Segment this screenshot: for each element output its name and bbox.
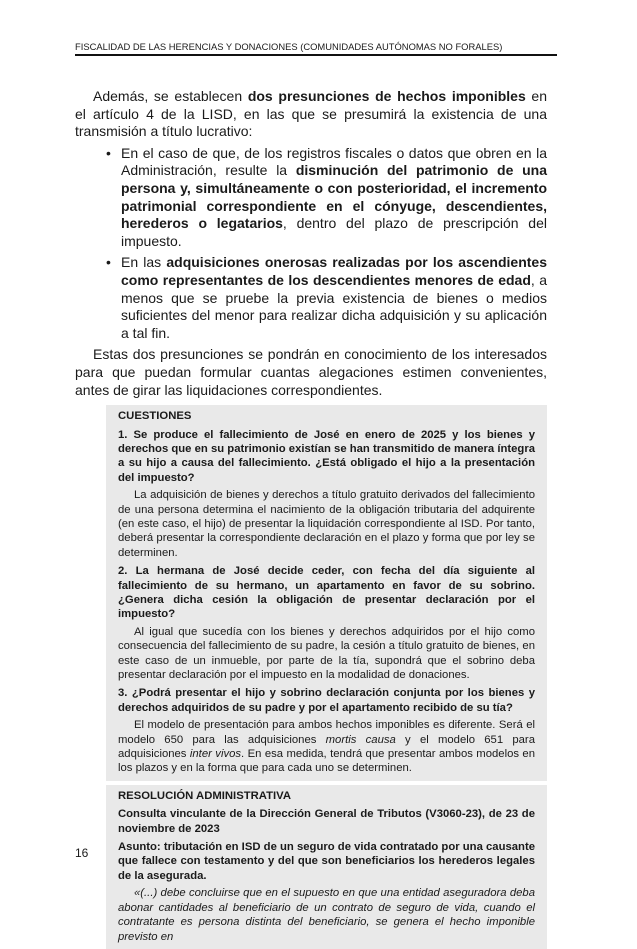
- resolucion-title: RESOLUCIÓN ADMINISTRATIVA: [118, 789, 292, 802]
- list-item: [75, 145, 547, 251]
- cuestiones-title: CUESTIONES: [118, 410, 192, 423]
- bullet-icon: •: [106, 254, 111, 271]
- intro-text-b: en el artículo 4 de la LISD, en las que se presumirá la existencia de una transmisión a título lucrativo:: [75, 88, 547, 140]
- page-content: [75, 88, 547, 949]
- presumption-list: [75, 145, 547, 343]
- question-1: 1. Se produce el fallecimiento de José en enero de 2025 y los bienes y derechos que en su patrimonio existían se han transmitido de manera íntegra a su hijo a causa del fallecimiento. ¿Está obligado el hijo a la presentación del impuesto?: [118, 428, 535, 484]
- intro-paragraph: [75, 88, 547, 141]
- bullet-text-b: , a menos que se pruebe la previa existencia de bienes o medios suficientes del menor para realizar dicha adquisición y su aplicación a tal fin.: [121, 271, 547, 341]
- bullet-text-a: En el caso de que, de los registros fiscales o datos que obren en la Administración, resulte la: [121, 144, 547, 179]
- main-text: [75, 88, 547, 399]
- bullet-icon: •: [106, 144, 111, 161]
- bullet-text-a: En las: [121, 254, 167, 271]
- answer-3-text-a: El modelo de presentación para ambos hechos imponibles es diferente. Será el modelo 650 para las adquisiciones: [118, 719, 535, 746]
- answer-3: [118, 718, 535, 776]
- asunto-heading: Asunto: tributación en ISD de un seguro de vida contratado por una causante que fallece con testamento y del que son beneficiarios los herederos legales de la asegurada.: [118, 841, 535, 882]
- answer-2: Al igual que sucedía con los bienes y derechos adquiridos por el hijo como consecuencia del fallecimiento de su padre, la cesión a título gratuito de bienes, en este caso de un inmueble, por parte de la tía, supondrá que el sobrino deba presentar declaración por el impuesto en la modalidad de donaciones.: [118, 625, 535, 681]
- intro-text-bold: dos presunciones de hechos imponibles: [247, 88, 526, 104]
- resolucion-quote: «(...) debe concluirse que en el supuesto en que una entidad aseguradora deba abonar cantidades al beneficiario de un contrato de seguro de vida, cuando el contratante es persona distinta del beneficiario, se genera el hecho imponible previsto en: [118, 887, 535, 943]
- consulta-heading: Consulta vinculante de la Dirección General de Tributos (V3060-23), de 23 de noviembre de 2023: [118, 808, 535, 835]
- cuestiones-box: [106, 405, 547, 781]
- page-number: 16: [75, 846, 89, 860]
- closing-paragraph: Estas dos presunciones se pondrán en conocimiento de los interesados para que puedan formular cuantas alegaciones estimen convenientes, antes de girar las liquidaciones correspondientes.: [75, 346, 547, 398]
- question-3: 3. ¿Podrá presentar el hijo y sobrino declaración conjunta por los bienes y derechos adquiridos de su padre y por el apartamento recibido de su tía?: [118, 687, 535, 714]
- bullet-text-bold: disminución del patrimonio de una persona y, simultáneamente o con posterioridad, el incremento patrimonial correspondiente en el cónyuge, descendientes, herederos o legatarios: [121, 162, 547, 232]
- answer-3-text-c: . En esa medida, tendrá que presentar ambos modelos en los plazos y en la forma que para cada uno se determinen.: [118, 748, 535, 775]
- bullet-text-b: , dentro del plazo de prescripción del impuesto.: [121, 215, 547, 249]
- bullet-text-bold: adquisiciones onerosas realizadas por los ascendientes como representantes de los descendientes menores de edad: [121, 254, 547, 288]
- running-header: FISCALIDAD DE LAS HERENCIAS Y DONACIONES (COMUNIDADES AUTÓNOMAS NO FORALES): [75, 41, 503, 52]
- header-rule: [75, 54, 557, 56]
- answer-3-italic-1: mortis causa: [325, 733, 396, 746]
- answer-3-italic-2: inter vivos: [189, 748, 242, 761]
- answer-3-text-b: y el modelo 651 para adquisiciones: [118, 733, 535, 761]
- question-2: 2. La hermana de José decide ceder, con fecha del día siguiente al fallecimiento de su hermano, un apartamento en favor de su sobrino. ¿Genera dicha cesión la obligación de presentar declaración por el impuesto?: [118, 565, 535, 621]
- answer-1: La adquisición de bienes y derechos a título gratuito derivados del fallecimiento de una persona determina el nacimiento de la obligación tributaria del adquirente (en este caso, el hijo) de presentar la liquidación correspondiente al ISD. Por tanto, deberá presentar la correspondiente declaración en el plazo y forma que por ley se determinen.: [118, 489, 535, 559]
- resolucion-box: [106, 785, 547, 949]
- list-item: [75, 254, 547, 342]
- intro-text-a: Además, se establecen: [93, 88, 248, 104]
